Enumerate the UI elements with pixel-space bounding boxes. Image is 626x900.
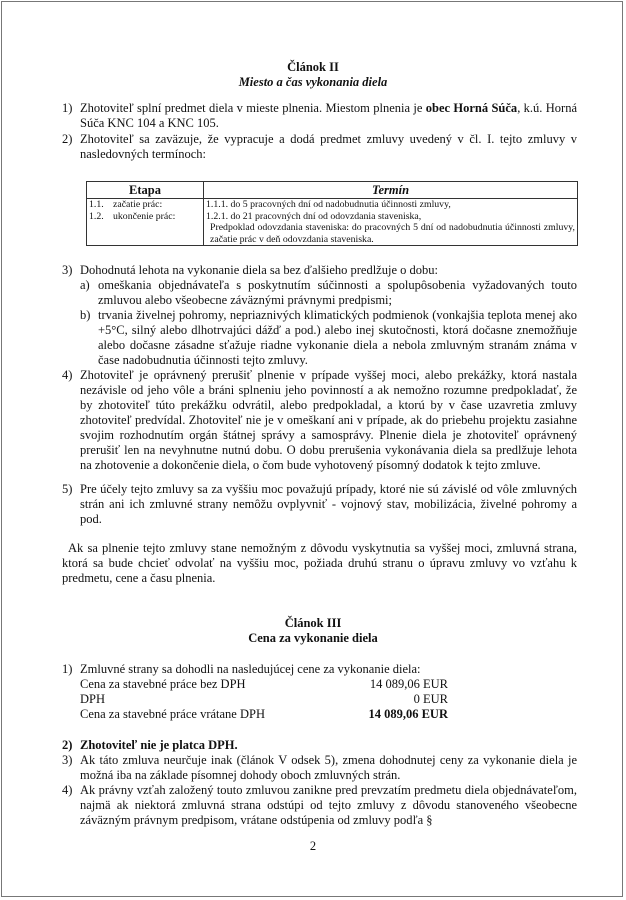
- row-etapa: ukončenie prác:: [111, 211, 204, 246]
- column-header-etapa: Etapa: [87, 182, 204, 199]
- termin-note: Predpoklad odovzdania staveniska: do pracovných 5 dní od nadobudnutia účinnosti zmluvy, začatie prác v deň odovzdania staveniska.: [210, 222, 575, 245]
- article-3-item-1: Zmluvné strany sa dohodli na nasledujúcej cene za vykonanie diela:: [80, 662, 421, 676]
- subitem-label: a): [80, 278, 90, 292]
- page-number: 2: [309, 839, 317, 853]
- item-text: , k.ú. Horná Súča KNC 104 a KNC 105.: [80, 101, 577, 130]
- item-number: 4): [62, 783, 73, 797]
- price-label: DPH: [80, 692, 106, 706]
- item-number: 3): [62, 753, 73, 767]
- item-number: 2): [62, 132, 73, 146]
- article-3-item-2: Zhotoviteľ nie je platca DPH.: [80, 738, 238, 752]
- article-2-subheading: Miesto a čas vykonania diela: [238, 75, 388, 89]
- item-number: 2): [62, 738, 73, 752]
- row-number: 1.2.: [87, 211, 112, 246]
- item-number: 1): [62, 662, 73, 676]
- price-label: Cena za stavebné práce bez DPH: [80, 677, 246, 691]
- table-header-row: [87, 182, 578, 199]
- price-total-value: 14 089,06 EUR: [368, 707, 448, 721]
- article-3-subheading: Cena za vykonanie diela: [248, 631, 378, 645]
- row-number: 1.1.: [87, 199, 112, 211]
- schedule-table: [86, 181, 578, 246]
- item-number: 3): [62, 263, 73, 277]
- termin-text: 1.2.1. do 21 pracovných dní od odovzdania staveniska,: [206, 210, 422, 222]
- row-termin: 1.1.1. do 5 pracovných dní od nadobudnutia účinnosti zmluvy,: [204, 199, 578, 211]
- article-3-item-3: Ak táto zmluva neurčuje inak (článok V odsek 5), zmena dohodnutej ceny za vykonanie diela je možná iba na základe písomnej dohody oboch zmluvných strán.: [80, 753, 577, 782]
- article-2-heading: Článok II: [287, 60, 339, 74]
- article-3-item-4: Ak právny vzťah založený touto zmluvou zanikne pred prevzatím predmetu diela objednávateľom, najmä ak niektorá zmluvná strana odstúpi od tejto zmluvy z dôvodu stanoveného všeobecne záväzným právnym predpisom, vrátane odstúpenia od zmluvy podľa §: [80, 783, 577, 827]
- subitem-a: omeškania objednávateľa s poskytnutím súčinnosti a spolupôsobenia vyžadovaných touto zmluvou alebo všeobecne záväznými právnymi predpismi;: [98, 278, 577, 307]
- article-2-item-3: Dohodnutá lehota na vykonanie diela sa bez ďalšieho predlžuje o dobu:: [80, 263, 438, 277]
- subitem-b: trvania živelnej pohromy, nepriaznivých klimatických podmienok (vonkajšia teplota menej ako +5°C, silný alebo dlhotrvajúci dážď a pod.) alebo inej skutočnosti, ktorá dočasne znemožňuje alebo dočasne zásadne sťažuje riadne vykonanie diela a nebola zmluvným stranám známa v čase nadobudnutia účinnosti tejto zmluvy.: [98, 308, 577, 367]
- article-2-item-4: Zhotoviteľ je oprávnený prerušiť plnenie v prípade vyššej moci, alebo prekážky, ktorá nastala nezávisle od jeho vôle a bráni splneniu jeho povinností a ak nemožno rozumne predpokladať, že by zhotoviteľ túto prekážku odvrátil, alebo predpokladal, a ktorú by v čase uzavretia zmluvy zhotoviteľ predvídal. Zhotoviteľ nie je v omeškaní ani v prípade, ak do priebehu projektu zasiahne svojim rozhodnutím orgán štátnej správy a samosprávy. Plnenie diela je zhotoviteľ oprávnený prerušiť len na nevyhnutne nutnú dobu. O dobu prerušenia vykonávania diela sa predlžuje lehota na zhotovenie a dokončenie diela, o čom bude vyhotovený písomný dodatok k tejto zmluve.: [80, 368, 577, 472]
- price-value: 14 089,06 EUR: [369, 677, 448, 691]
- article-3-heading: Článok III: [284, 616, 342, 630]
- item-text: Zhotoviteľ splní predmet diela v mieste plnenia. Miestom plnenia je: [80, 101, 426, 115]
- place-name: obec Horná Súča: [425, 101, 518, 115]
- price-label: Cena za stavebné práce vrátane DPH: [80, 707, 265, 721]
- row-etapa: začatie prác:: [111, 199, 204, 211]
- subitem-label: b): [80, 308, 91, 322]
- row-termin: [204, 211, 578, 246]
- item-number: 5): [62, 482, 73, 496]
- article-2-item-1: [80, 101, 577, 131]
- price-value: 0 EUR: [413, 692, 448, 706]
- column-header-termin: Termín: [204, 182, 578, 199]
- item-number: 4): [62, 368, 73, 382]
- item-number: 1): [62, 101, 73, 115]
- table-row: [87, 199, 578, 211]
- article-2-item-2: Zhotoviteľ sa zaväzuje, že vypracuje a dodá predmet zmluvy uvedený v čl. I. tejto zmluvy v nasledovných termínoch:: [80, 132, 577, 161]
- article-2-item-5: Pre účely tejto zmluvy sa za vyššiu moc považujú prípady, ktoré nie sú závislé od vôle zmluvných strán ani ich zmluvné strany nemôžu ovplyvniť - vojnový stav, mobilizácia, živelné pohromy a pod.: [80, 482, 577, 526]
- table-row: [87, 211, 578, 246]
- force-majeure-paragraph: Ak sa plnenie tejto zmluvy stane nemožným z dôvodu vyskytnutia sa vyššej moci, zmluvná strana, ktorá sa bude chcieť odvolať na vyššiu moc, požiada druhú stranu o úpravu zmluvy vo vzťahu k predmetu, cene a času plnenia.: [62, 541, 577, 585]
